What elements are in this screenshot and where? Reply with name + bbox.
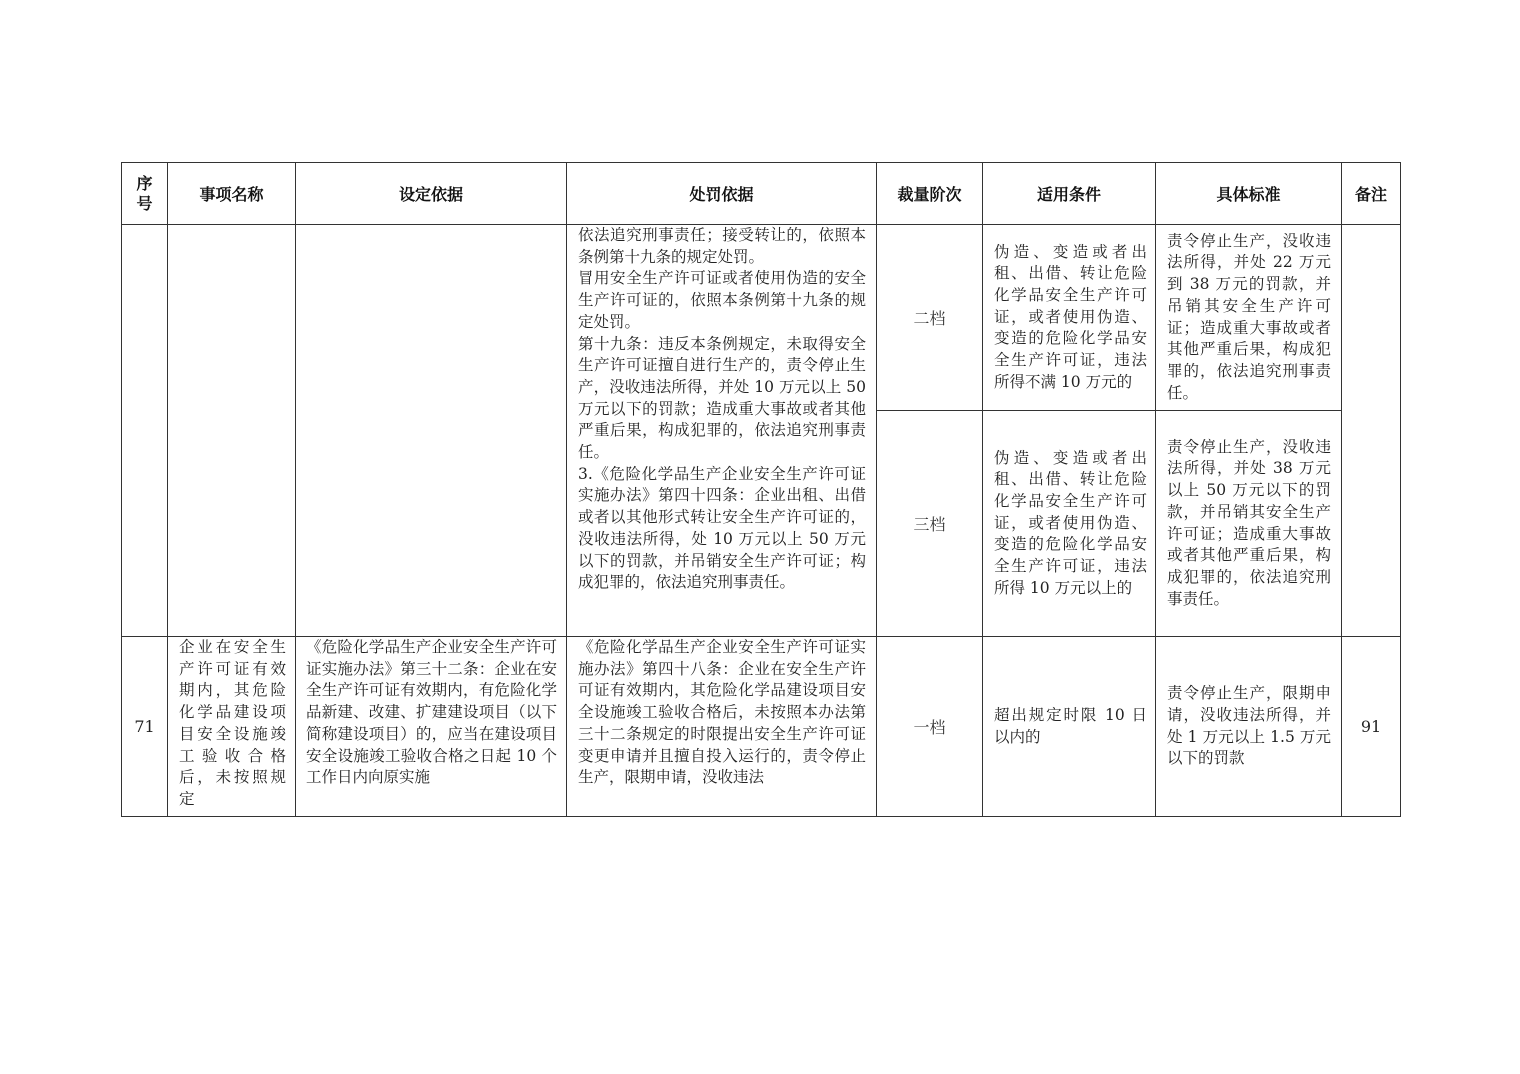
- remarks-cell: 91: [1342, 637, 1401, 817]
- item-name-cell-empty: [168, 225, 296, 637]
- standard-text: 责令停止生产，没收违法所得，并处 38 万元以上 50 万元以下的罚款，并吊销其安全生产许可证；造成重大事故或者其他严重后果，构成犯罪的，依法追究刑事责任。: [1167, 437, 1331, 608]
- conditions-text: 伪造、变造或者出租、出借、转让危险化学品安全生产许可证，或者使用伪造、变造的危险化学品安全生产许可证，违法所得不满 10 万元的: [994, 242, 1147, 391]
- conditions-cell: [983, 637, 1156, 817]
- item-name-cell: 企业在安全生产许可证有效期内，其危险化学品建设项目安全设施竣工验收合格后，未按照规定: [168, 637, 296, 817]
- header-row: [122, 163, 1401, 225]
- legal-setting-cell-empty: [296, 225, 567, 637]
- table-row: [122, 225, 1401, 411]
- tier-cell: 一档: [877, 637, 983, 817]
- header-conditions: 适用条件: [983, 163, 1156, 225]
- standard-cell: [1156, 411, 1342, 637]
- legal-setting-cell: 《危险化学品生产企业安全生产许可证实施办法》第三十二条：企业在安全生产许可证有效期内，有危险化学品新建、改建、扩建建设项目（以下简称建设项目）的，应当在建设项目安全设施竣工验收合格之日起 10 个工作日内向原实施: [296, 637, 567, 817]
- standard-text: 责令停止生产，限期申请，没收违法所得，并处 1 万元以上 1.5 万元以下的罚款: [1167, 684, 1331, 768]
- conditions-cell: [983, 225, 1156, 411]
- seq-cell: 71: [122, 637, 168, 817]
- tier-cell: 二档: [877, 225, 983, 411]
- remarks-cell-empty: [1342, 225, 1401, 637]
- penalty-basis-cell: 《危险化学品生产企业安全生产许可证实施办法》第四十八条：企业在安全生产许可证有效期内，其危险化学品建设项目安全设施竣工验收合格后，未按照本办法第三十二条规定的时限提出安全生产许可证变更申请并且擅自投入运行的，责令停止生产，限期申请，没收违法: [567, 637, 877, 817]
- header-tier: 裁量阶次: [877, 163, 983, 225]
- header-standard: 具体标准: [1156, 163, 1342, 225]
- tier-cell: 三档: [877, 411, 983, 637]
- header-remarks: 备注: [1342, 163, 1401, 225]
- seq-cell-empty: [122, 225, 168, 637]
- conditions-text: 超出规定时限 10 日以内的: [994, 705, 1147, 746]
- standard-text: 责令停止生产，没收违法所得，并处 22 万元到 38 万元的罚款，并吊销其安全生产许可证；造成重大事故或者其他严重后果，构成犯罪的，依法追究刑事责任。: [1167, 231, 1331, 402]
- penalty-basis-cell: 依法追究刑事责任；接受转让的，依照本条例第十九条的规定处罚。 冒用安全生产许可证或者使用伪造的安全生产许可证的，依照本条例第十九条的规定处罚。 第十九条：违反本条例规定，未取得安全生产许可证擅自进行生产的，责令停止生产，没收违法所得，并处 10 万元以上 50 万元以下的罚款；造成重大事故或者其他严重后果，构成犯罪的，依法追究刑事责任。 3.《危险化学品生产企业安全生产许可证实施办法》第四十四条：企业出租、出借或者以其他形式转让安全生产许可证的，没收违法所得，处 10 万元以上 50 万元以下的罚款，并吊销安全生产许可证；构成犯罪的，依法追究刑事责任。: [567, 225, 877, 637]
- header-seq: 序号: [122, 163, 168, 225]
- header-penalty-basis: 处罚依据: [567, 163, 877, 225]
- standard-cell: [1156, 637, 1342, 817]
- conditions-text: 伪造、变造或者出租、出借、转让危险化学品安全生产许可证，或者使用伪造、变造的危险化学品安全生产许可证，违法所得 10 万元以上的: [994, 448, 1147, 597]
- table-row: [122, 637, 1401, 817]
- standard-cell: [1156, 225, 1342, 411]
- header-legal-setting: 设定依据: [296, 163, 567, 225]
- penalty-discretion-table: [121, 162, 1401, 817]
- header-item-name: 事项名称: [168, 163, 296, 225]
- conditions-cell: [983, 411, 1156, 637]
